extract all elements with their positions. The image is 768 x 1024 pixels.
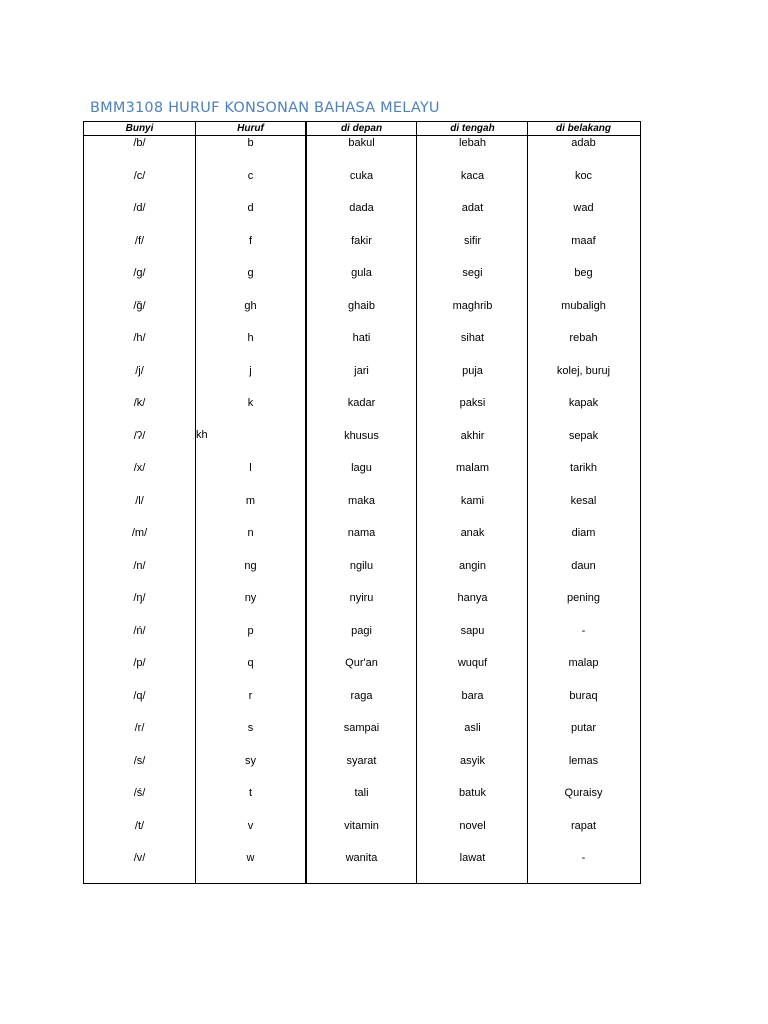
table-cell: g xyxy=(247,267,254,279)
table-cell: kesal xyxy=(570,494,597,507)
table-cell: pening xyxy=(566,592,601,604)
table-cell: w xyxy=(246,852,255,864)
table-cell: lebah xyxy=(459,137,486,149)
table-cell: cuka xyxy=(349,169,374,182)
header-di-belakang: di belakang xyxy=(555,123,611,134)
table-cell: paksi xyxy=(459,397,486,409)
table-cell: Quraisy xyxy=(564,787,603,799)
table-cell: raga xyxy=(350,689,373,702)
table-cell: fakir xyxy=(351,234,372,247)
table-cell: anak xyxy=(460,527,485,539)
table-cell: /c/ xyxy=(133,169,146,182)
table-cell: ng xyxy=(244,559,257,572)
table-cell: koc xyxy=(574,169,593,182)
table-cell: malam xyxy=(455,462,489,474)
table-cell: f xyxy=(248,234,253,247)
table-cell: buraq xyxy=(569,689,598,702)
table-cell: tarikh xyxy=(570,462,597,474)
table-cell: asli xyxy=(464,722,481,734)
table-cell: /g/ xyxy=(133,267,146,279)
table-cell: /j/ xyxy=(135,364,144,377)
table-cell: /ǧ/ xyxy=(133,299,146,312)
table-cell: /k/ xyxy=(133,397,146,409)
table-cell: Qur'an xyxy=(345,657,378,669)
table-cell: maaf xyxy=(571,234,596,247)
table-cell: rebah xyxy=(569,332,598,344)
table-cell: vitamin xyxy=(344,819,379,832)
table-cell: /d/ xyxy=(133,202,146,214)
header-di-depan: di depan xyxy=(340,123,383,134)
table-cell: rapat xyxy=(570,819,597,832)
table-cell: batuk xyxy=(459,787,486,799)
table-cell: p xyxy=(247,624,254,637)
table-cell: lemas xyxy=(568,754,599,767)
table-cell: sy xyxy=(245,754,256,767)
table-cell: daun xyxy=(571,559,596,572)
table-cell: /b/ xyxy=(133,137,146,149)
header-di-tengah: di tengah xyxy=(450,123,495,134)
table-cell: khusus xyxy=(344,429,379,442)
table-cell: ngilu xyxy=(349,559,374,572)
table-cell: s xyxy=(247,722,254,734)
table-cell: asyik xyxy=(459,754,486,767)
table-cell: /s/ xyxy=(133,754,146,767)
table-cell: puja xyxy=(462,364,483,377)
table-cell: /f/ xyxy=(134,234,145,247)
table-cell: wad xyxy=(573,202,594,214)
table-cell: beg xyxy=(574,267,593,279)
table-cell: k xyxy=(247,397,254,409)
table-cell: sapu xyxy=(460,624,485,637)
table-cell: adat xyxy=(461,202,484,214)
table-cell: c xyxy=(247,169,254,182)
table-cell: wuquf xyxy=(457,657,488,669)
table-cell: /n/ xyxy=(133,559,146,572)
table-cell: m xyxy=(245,494,256,507)
table-cell: t xyxy=(248,787,253,799)
table-cell: bara xyxy=(461,689,484,702)
table-cell: kapak xyxy=(568,397,599,409)
table-cell: sepak xyxy=(568,429,599,442)
table-cell: pagi xyxy=(351,624,372,637)
table-cell: v xyxy=(247,819,254,832)
table-cell: dada xyxy=(349,202,374,214)
table-cell: r xyxy=(248,689,253,702)
table-cell: hanya xyxy=(457,592,488,604)
table-cell: kami xyxy=(460,494,485,507)
table-cell: nyiru xyxy=(349,592,374,604)
table-cell: sihat xyxy=(460,332,485,344)
table-cell: /ŋ/ xyxy=(133,592,146,604)
table-cell: q xyxy=(247,657,254,669)
table-cell: d xyxy=(247,202,254,214)
table-cell: malap xyxy=(568,657,599,669)
table-cell: nama xyxy=(347,527,376,539)
table-cell: wanita xyxy=(345,852,378,864)
table-cell: j xyxy=(249,364,252,377)
table-cell: gh xyxy=(244,299,257,312)
table-cell: akhir xyxy=(460,429,485,442)
table-cell: jari xyxy=(354,364,369,377)
table-cell: /x/ xyxy=(133,462,146,474)
table-cell: mubaligh xyxy=(561,299,606,312)
table-cell: ny xyxy=(244,592,257,604)
table-cell: n xyxy=(247,527,254,539)
table-cell: /l/ xyxy=(135,494,144,507)
table-cell: /r/ xyxy=(134,722,145,734)
table-cell: l xyxy=(249,462,252,474)
table-cell: maghrib xyxy=(452,299,493,312)
table-cell: diam xyxy=(571,527,596,539)
table-cell: b xyxy=(247,137,254,149)
table-cell: /ś/ xyxy=(133,787,146,799)
table-cell: kaca xyxy=(460,169,485,182)
header-huruf: Huruf xyxy=(237,123,264,134)
table-cell: putar xyxy=(570,722,597,734)
table-cell: /ʔ/ xyxy=(133,429,146,442)
table-cell: ghaib xyxy=(348,299,375,312)
table-cell: kadar xyxy=(347,397,376,409)
table-cell: hati xyxy=(352,332,371,344)
consonant-table xyxy=(83,121,641,884)
table-cell: syarat xyxy=(346,754,377,767)
table-cell: - xyxy=(581,852,586,864)
table-cell: segi xyxy=(462,267,483,279)
table-cell: tali xyxy=(354,787,369,799)
stray-text: kh xyxy=(196,429,208,441)
table-cell: - xyxy=(581,624,586,637)
table-cell: angin xyxy=(459,559,486,572)
table-cell: /ń/ xyxy=(133,624,146,637)
table-cell xyxy=(195,429,306,443)
table-cell: bakul xyxy=(348,137,375,149)
table-cell: sampai xyxy=(343,722,380,734)
page-title: BMM3108 HURUF KONSONAN BAHASA MELAYU xyxy=(90,100,440,116)
table-cell: lawat xyxy=(459,852,486,864)
table-cell: /q/ xyxy=(133,689,146,702)
table-cell: lagu xyxy=(351,462,372,474)
table-cell: kolej, buruj xyxy=(556,364,611,377)
table-cell: adab xyxy=(571,137,596,149)
table-cell: gula xyxy=(351,267,372,279)
table-cell: sifir xyxy=(463,234,482,247)
table-cell: maka xyxy=(348,494,375,507)
table-cell: novel xyxy=(459,819,486,832)
table-cell: h xyxy=(247,332,254,344)
table-cell: /p/ xyxy=(133,657,146,669)
table-cell: /v/ xyxy=(133,852,146,864)
table-cell: /t/ xyxy=(134,819,145,832)
table-cell: /h/ xyxy=(133,332,146,344)
header-bunyi: Bunyi xyxy=(125,123,154,134)
table-cell: /m/ xyxy=(131,527,148,539)
